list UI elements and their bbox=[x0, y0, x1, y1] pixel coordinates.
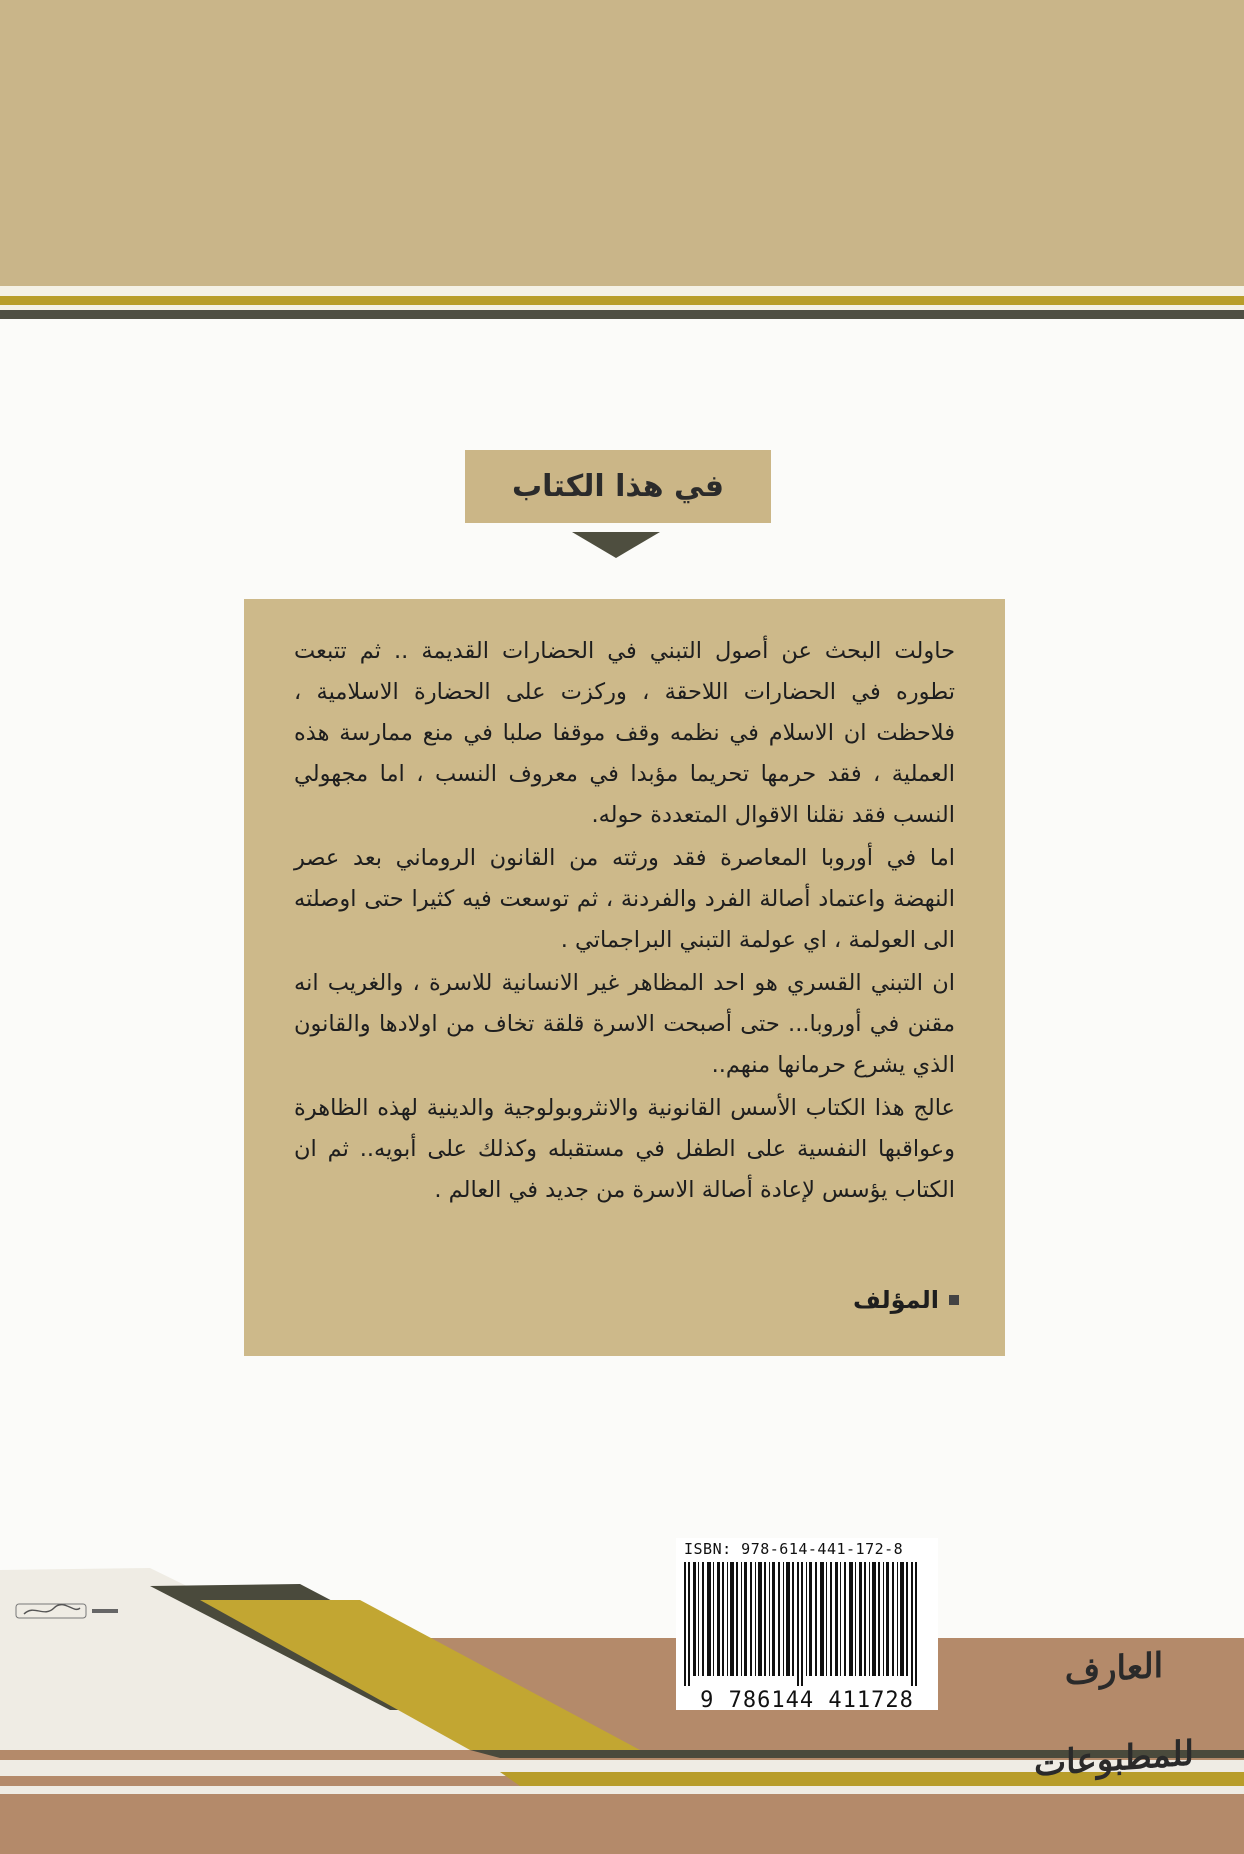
divider-stripe-light bbox=[0, 286, 1244, 296]
author-label: المؤلف bbox=[853, 1286, 939, 1314]
divider-stripe-olive bbox=[0, 296, 1244, 305]
synopsis-paragraph: اما في أوروبا المعاصرة فقد ورثته من القانون الروماني بعد عصر النهضة واعتماد أصالة الفرد والفردنة ، ثم توسعت فيه كثيرا حتى اوصلته الى العولمة ، اي عولمة التبني البراجماتي . bbox=[294, 845, 955, 953]
isbn-block bbox=[676, 1538, 938, 1713]
square-bullet-icon bbox=[949, 1295, 959, 1305]
publisher-seal-icon bbox=[14, 1600, 124, 1622]
down-triangle-icon bbox=[572, 532, 660, 558]
barcode-icon bbox=[684, 1562, 930, 1686]
top-color-band bbox=[0, 0, 1244, 286]
synopsis-paragraph: ان التبني القسري هو احد المظاهر غير الانسانية للاسرة ، والغريب انه مقنن في أوروبا... حتى أصبحت الاسرة قلقة تخاف من اولادها والقانون الذي يشرع حرمانها منهم.. bbox=[294, 970, 955, 1078]
barcode-digits: 9 786144 411728 bbox=[700, 1688, 914, 1713]
section-title: في هذا الكتاب bbox=[465, 450, 771, 523]
synopsis-paragraph: حاولت البحث عن أصول التبني في الحضارات القديمة .. ثم تتبعت تطوره في الحضارات اللاحقة ، وركزت على الحضارة الاسلامية ، فلاحظت ان الاسلام في نظمه وقف موقفا صلبا في منع ممارسة هذه العملية ، فقد حرمها تحريما مؤبدا في معروف النسب ، اما مجهولي النسب فقد نقلنا الاقوال المتعددة حوله. bbox=[294, 638, 955, 828]
synopsis-box bbox=[244, 599, 1005, 1356]
divider-stripe-dark bbox=[0, 310, 1244, 319]
isbn-number: ISBN: 978-614-441-172-8 bbox=[684, 1540, 904, 1558]
publisher-logo: العارف للمطبوعات bbox=[1034, 1645, 1194, 1785]
synopsis-paragraph: عالج هذا الكتاب الأسس القانونية والانثروبولوجية والدينية لهذه الظاهرة وعواقبها النفسية على الطفل في مستقبله وكذلك على أبويه.. ثم ان الكتاب يؤسس لإعادة أصالة الاسرة من جديد في العالم . bbox=[294, 1095, 955, 1203]
author-signature bbox=[244, 1286, 959, 1314]
